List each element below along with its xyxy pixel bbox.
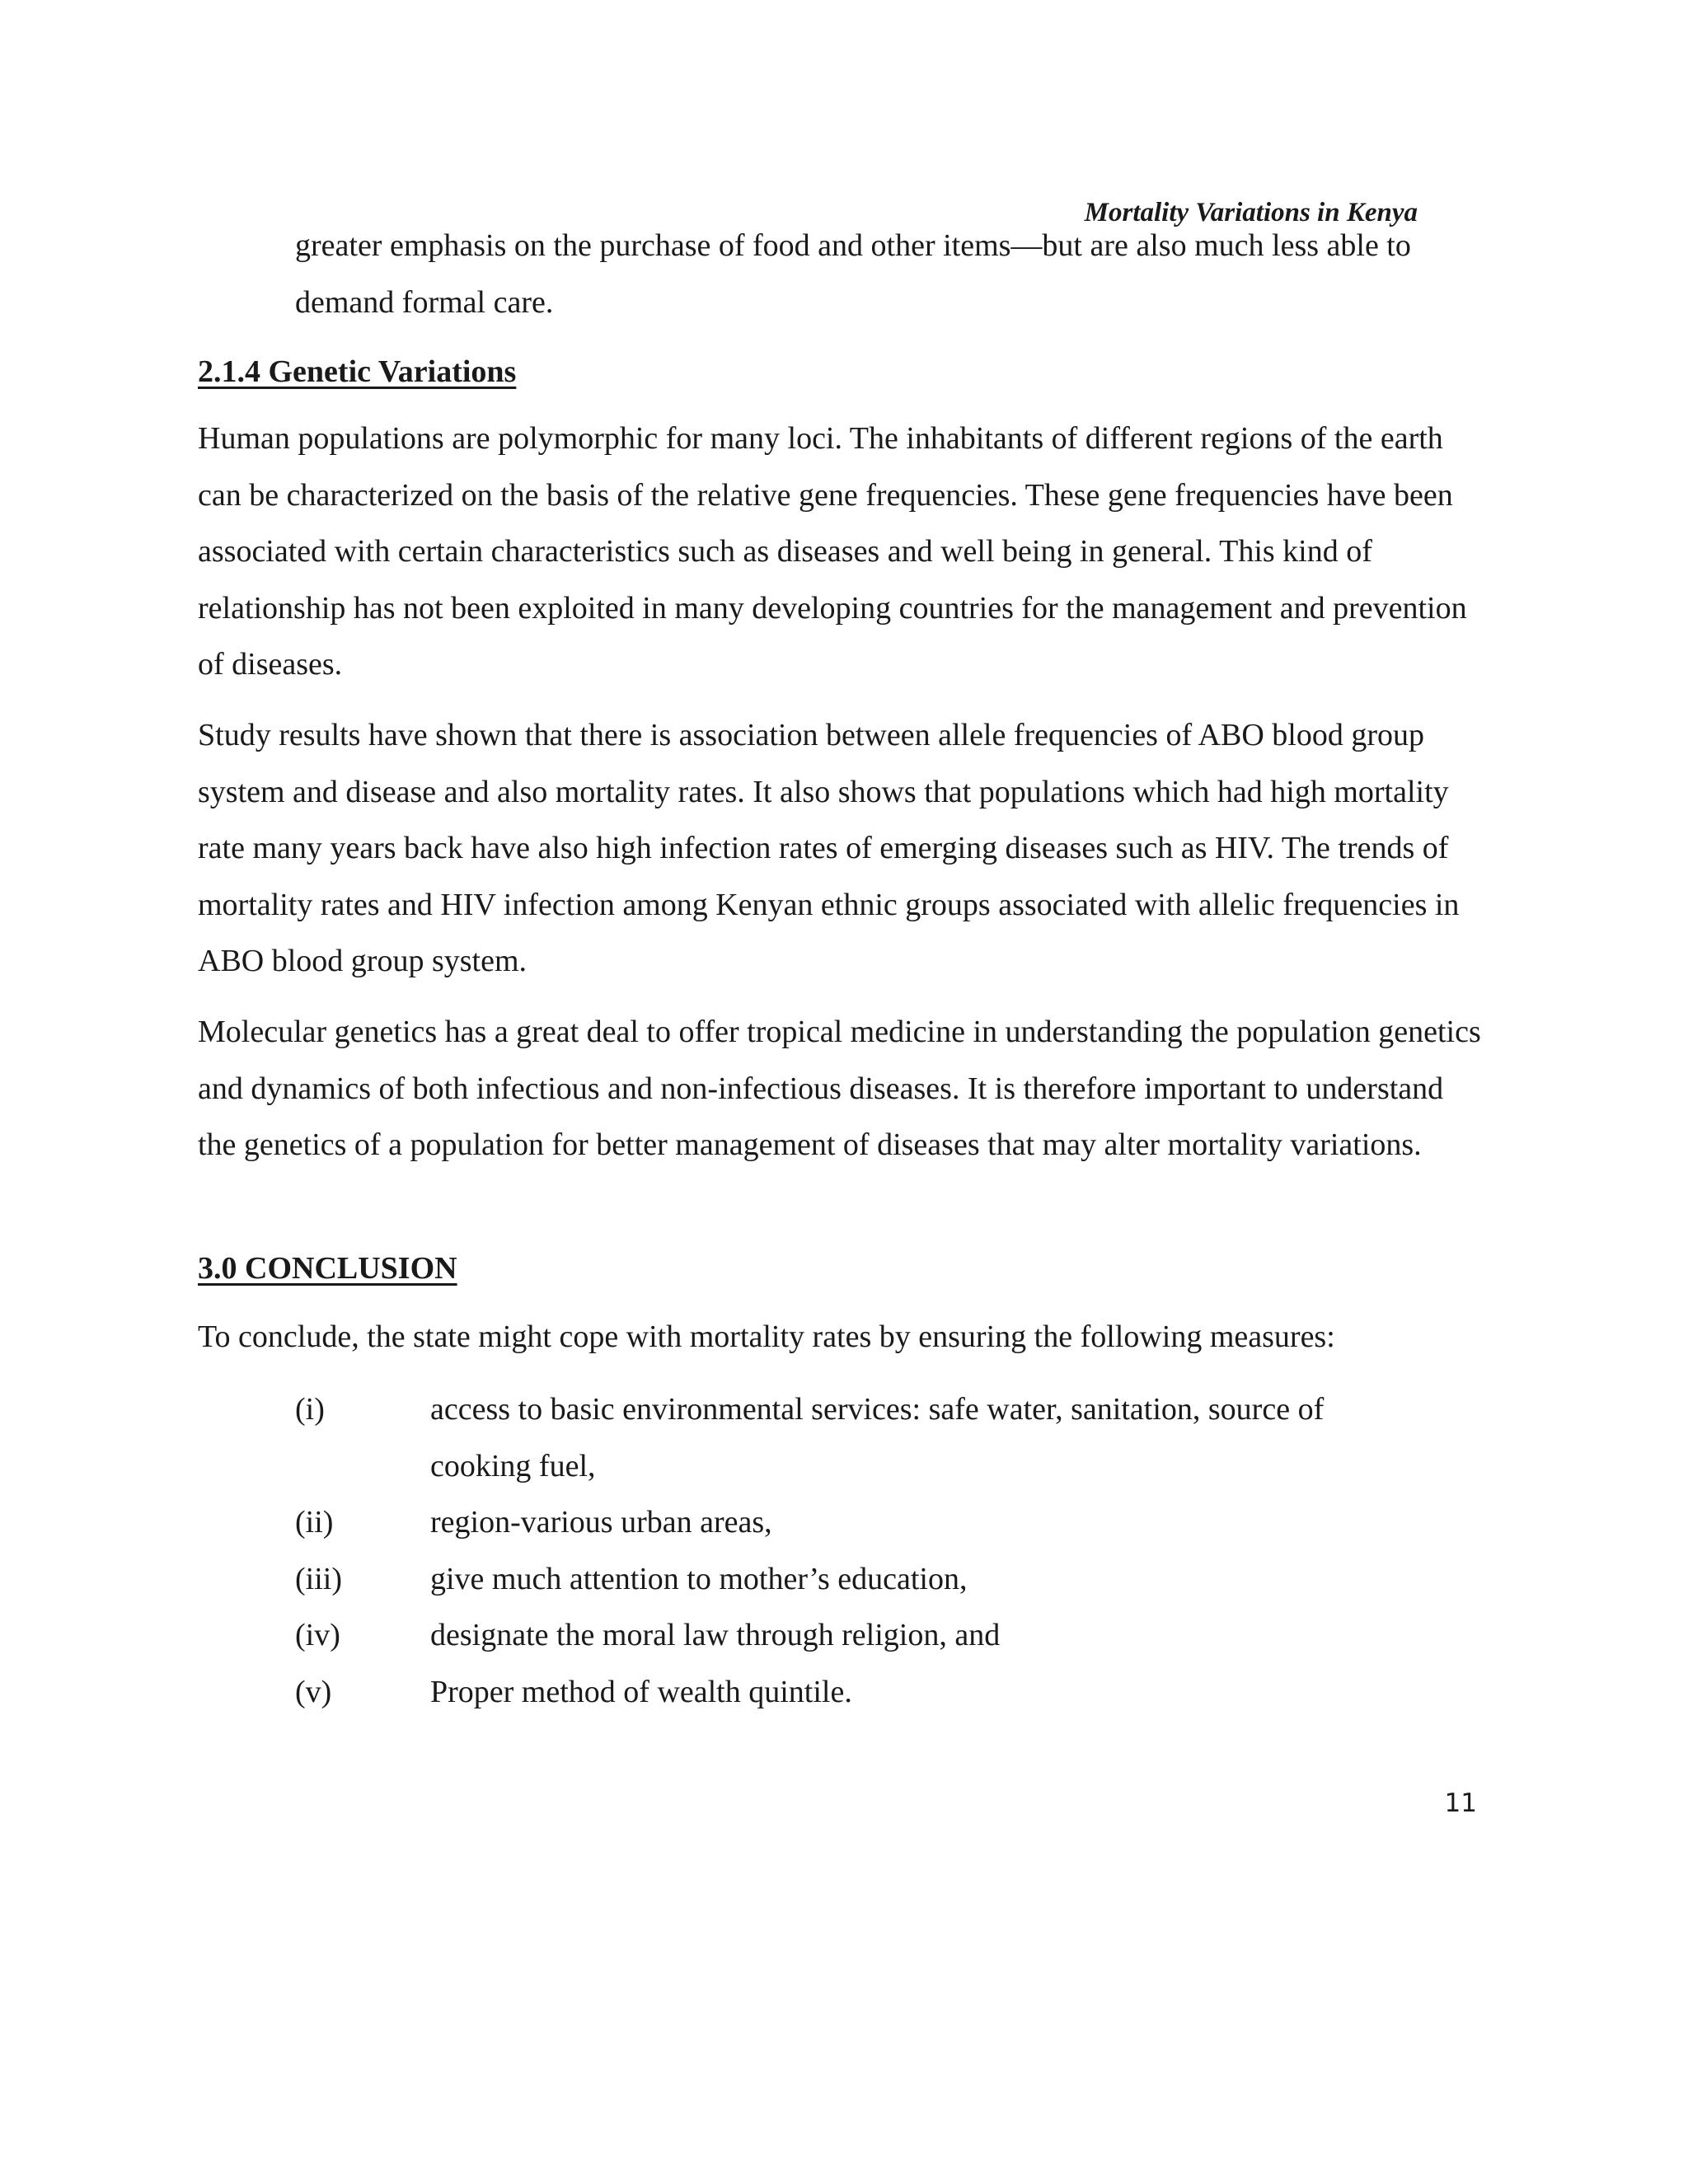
- list-item-number: (i): [295, 1392, 325, 1427]
- list-item-number: (iii): [295, 1561, 342, 1596]
- list-item: [295, 1551, 1449, 1608]
- paragraph-polymorphic-loci: Human populations are polymorphic for many loci. The inhabitants of different regions of the earth can be characterized on the basis of the relative gene frequencies. These gene frequencies have been associated with certain characteristics such as diseases and well being in general. This kind of relationship has not been exploited in many developing countries for the management and prevention of diseases.: [198, 421, 1467, 682]
- conclusion-intro: To conclude, the state might cope with mortality rates by ensuring the following measures:: [198, 1319, 1335, 1354]
- paragraph-abo-association: Study results have shown that there is association between allele frequencies of ABO blood group system and disease and also mortality rates. It also shows that populations which had high mortality rate many years back have also high infection rates of emerging diseases such as HIV. The trends of mortality rates and HIV infection among Kenyan ethnic groups associated with allelic frequencies in ABO blood group system.: [198, 718, 1460, 978]
- list-item-number: (v): [295, 1674, 332, 1709]
- running-header: Mortality Variations in Kenya: [1084, 198, 1418, 227]
- page-number: 11: [1444, 1788, 1477, 1818]
- list-item-text: Proper method of wealth quintile.: [430, 1674, 852, 1709]
- list-item-number: (iv): [295, 1618, 340, 1652]
- list-item: [295, 1664, 1449, 1721]
- list-item-number: (ii): [295, 1505, 334, 1540]
- list-item-text: region-various urban areas,: [430, 1505, 772, 1540]
- list-item-text: access to basic environmental services: safe water, sanitation, source of cooking fuel,: [430, 1392, 1325, 1483]
- list-item: [295, 1381, 1449, 1494]
- measures-list: [295, 1381, 1449, 1720]
- list-item-text: give much attention to mother’s education,: [430, 1561, 968, 1596]
- section-heading-conclusion: 3.0 CONCLUSION: [198, 1251, 457, 1286]
- section-heading-genetic-variations: 2.1.4 Genetic Variations: [198, 354, 517, 389]
- list-item: [295, 1494, 1449, 1551]
- continuation-paragraph: greater emphasis on the purchase of food and other items—but are also much less able to demand formal care.: [295, 228, 1411, 320]
- list-item: [295, 1607, 1449, 1664]
- list-item-text: designate the moral law through religion, and: [430, 1618, 1001, 1652]
- paragraph-molecular-genetics: Molecular genetics has a great deal to offer tropical medicine in understanding the population genetics and dynamics of both infectious and non-infectious diseases. It is therefore important to understand the genetics of a population for better management of diseases that may alter mortality variations.: [198, 1015, 1481, 1162]
